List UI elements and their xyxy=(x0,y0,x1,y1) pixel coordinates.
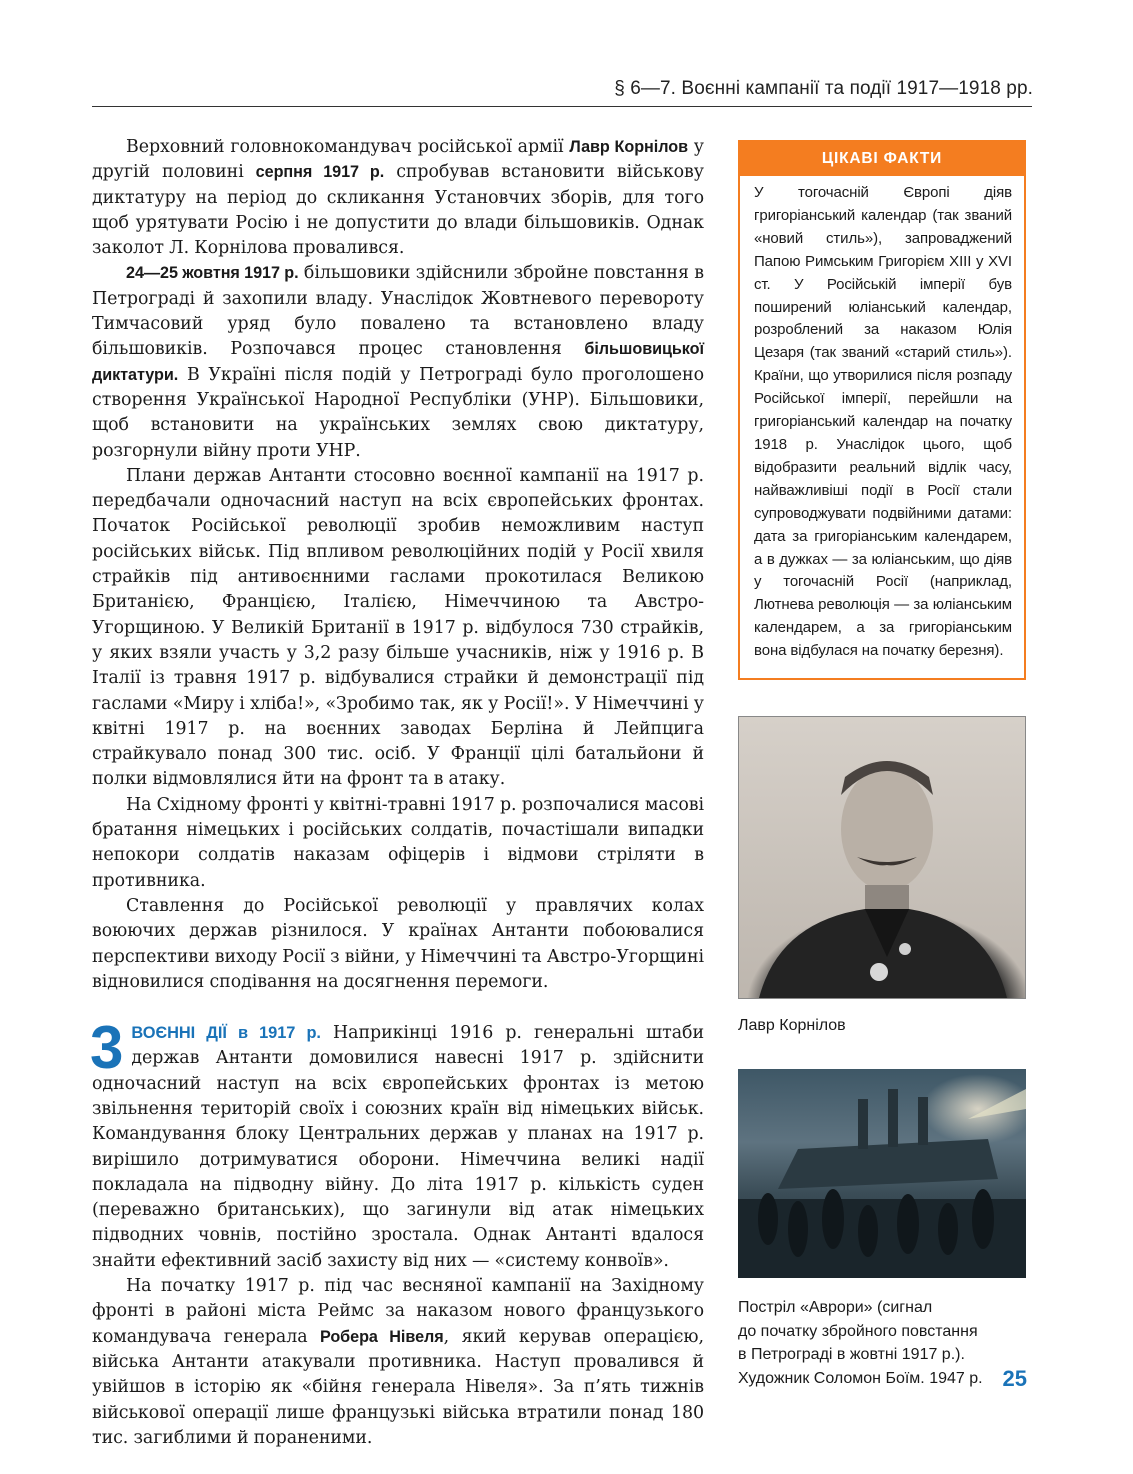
paragraph-attitudes: Ставлення до Російської революції у правлячих колах воюючих держав різнилося. У країнах Антанти побоювалися перспективи виходу Росії з війни, у Німеччині та Австро-Угорщині відновилися сподівання на досягнення перемоги. xyxy=(92,895,704,992)
aurora-painting xyxy=(738,1069,1026,1278)
section-number: 3 xyxy=(90,1014,124,1082)
caption-line: Художник Соломон Боїм. 1947 р. xyxy=(738,1369,983,1387)
facts-heading: ЦІКАВІ ФАКТИ xyxy=(740,142,1024,176)
paragraph-entente-plans: Плани держав Антанти стосовно воєнної кампанії на 1917 р. передбачали одночасний наступ на всіх європейських фронтах. Початок Російської революції зробив неможливим наступ російських військ. Під впливом революційних подій у Росії хвиля страйків під антивоєнними гаслами прокотилася Великою Британією, Францією, Італією, Німеччиною та Австро-Угорщиною. У Великій Британії в 1917 р. відбулося 730 страйків, у яких взяли участь у 3,2 разу більше учасників, ніж у 1916 р. В Італії із травня 1917 р. відбувалися страйки й демонстрації під гаслами «Миру і хліба!», «Зробимо так, як у Росії!». У Німеччині у квітні 1917 р. на воєнних заводах Берліна й Лейпцига страйкувало понад 300 тис. осіб. У Франції цілі батальйони й полки відмовлялися йти на фронт та в атаку. xyxy=(92,465,704,790)
paragraph-october xyxy=(92,261,704,463)
header-divider xyxy=(92,106,1032,107)
text-span: більшовики здійснили збройне повстання в Петрограді й захопили владу. Унаслідок Жовтневого перевороту Тимчасовий уряд було повалено та встановлено владу більшовиків. Розпочався процес становлення xyxy=(92,263,704,360)
text-span: спробував встановити військову диктатуру на період до скликання Установчих зборів, для того щоб урятувати Росію і не допустити до влади більшовиків. Однак заколот Л. Корнілова провалився. xyxy=(92,162,704,259)
painting-caption xyxy=(738,1296,1028,1390)
text-span: На початку 1917 р. під час весняної кампанії на Західному фронті в районі міста Реймс за наказом нового французького командувача генерала xyxy=(92,1276,704,1347)
caption-line: до початку збройного повстання xyxy=(738,1322,978,1340)
text-span: , який керував операцією, війська Антанти атакували противника. Наступ провалився й увійшов в історію як «бійня генерала Нівеля». За п’ять тижнів військової операції лише французькі війська втратили понад 180 тис. загиблими й пораненими. xyxy=(92,1326,704,1448)
text-span: В Україні після подій у Петрограді було проголошено створення Української Народної Республіки (УНР). Більшовики, щоб встановити на українських землях свою диктатуру, розгорнули війну проти УНР. xyxy=(92,364,704,461)
date-august-1917: серпня 1917 р. xyxy=(255,163,385,182)
facts-text: У тогочасній Європі діяв григоріанський календар (так званий «новий стиль»), запроваджений Папою Римським Григорієм XIII у XVI ст. У Російській імперії був поширений юліанський календар, розроблений за наказом Юлія Цезаря (так званий «старий стиль»). Країни, що утворилися після розпаду Російської імперії, перейшли на григоріанський календар на початку 1918 р. Унаслідок цього, щоб відобразити реальний відлік часу, найважливіші події в Росії стали супроводжувати подвійними датами: дата за григоріанським календарем, а в дужках — за юліанським, що діяв у тогочасній Росії (наприклад, Лютнева революція — за юліанським календарем, а за григоріанським вона відбулася на початку березня). xyxy=(754,184,1012,660)
section-title: ВОЄННІ ДІЇ в 1917 р. xyxy=(131,1024,321,1043)
text-span: у другій половині xyxy=(92,137,704,183)
date-october-1917: 24—25 жовтня 1917 р. xyxy=(126,264,299,283)
section-3-paragraph xyxy=(90,1014,704,1274)
term-bolshevik-dictatorship: більшовицької диктатури. xyxy=(92,340,704,384)
kornilov-portrait-photo xyxy=(738,716,1026,999)
paragraph-nivelle xyxy=(92,1274,704,1451)
term-nivelle: Робера Нівеля xyxy=(319,1327,444,1346)
term-kornilov: Лавр Корнілов xyxy=(569,138,688,156)
page-number: 25 xyxy=(1002,1366,1027,1391)
caption-line: Постріл «Аврори» (сигнал xyxy=(738,1299,933,1316)
caption-line: в Петрограді в жовтні 1917 р.). xyxy=(738,1346,965,1363)
portrait-caption: Лавр Корнілов xyxy=(738,1017,846,1034)
main-text-column xyxy=(92,135,704,1451)
paragraph-kornilov xyxy=(92,135,704,261)
running-header: § 6—7. Воєнні кампанії та події 1917—1918 рр. xyxy=(614,78,1033,99)
text-span: Верховний головнокомандувач російської армії xyxy=(126,137,570,157)
section-3 xyxy=(90,1014,704,1274)
paragraph-eastern-front: На Східному фронті у квітні-травні 1917 р. розпочалися масові братання німецьких і російських солдатів, почастішали випадки непокори солдатів наказам офіцерів і відмови стріляти в противника. xyxy=(92,794,704,891)
interesting-facts-box xyxy=(738,140,1026,680)
text-span: Наприкінці 1916 р. генеральні штаби держав Антанти домовилися навесні 1917 р. здійснити одночасний наступ на всіх європейських фронтах із метою звільнення територій своїх і союзних країн від німецьких військ. Командування блоку Центральних держав у планах на 1917 р. вирішило дотримуватися оборони. Німеччина великі надії покладала на підводну війну. До літа 1917 р. кількість суден (переважно британських), що загинули від атак німецьких підводних човнів, постійно зростала. Однак Антанті вдалося знайти ефективний засіб захисту від них — «систему конвоїв». xyxy=(92,1023,704,1271)
